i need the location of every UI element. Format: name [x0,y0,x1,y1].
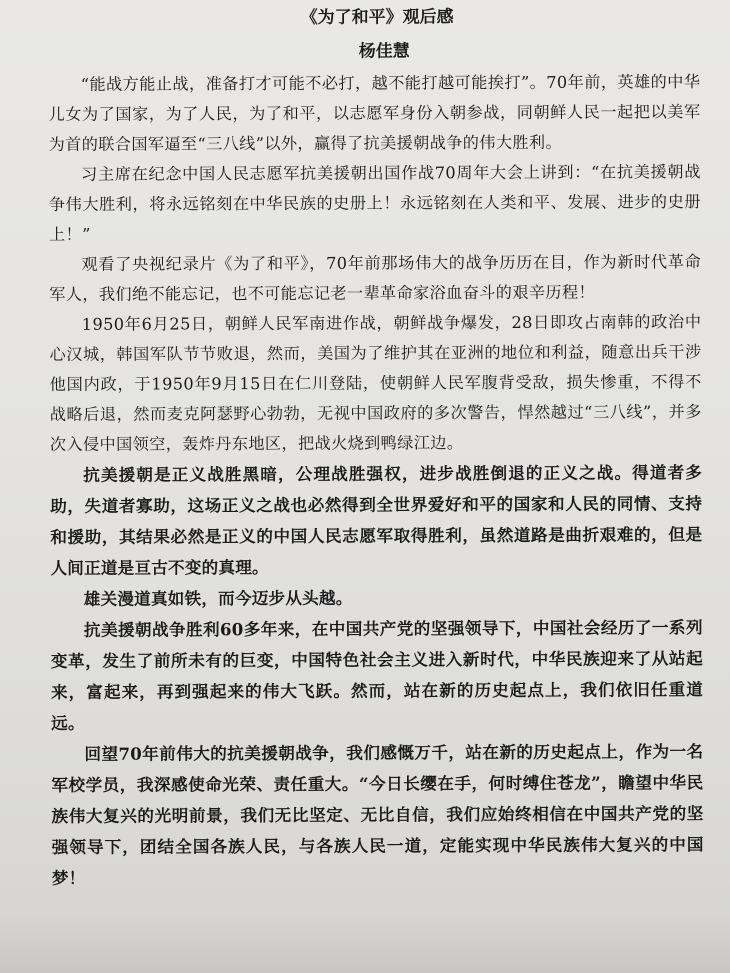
paragraph-5: 抗美援朝是正义战胜黑暗，公理战胜强权，进步战胜倒退的正义之战。得道者多助，失道者寡助，这场正义之战也必然得到全世界爱好和平的国家和人民的同情、支持和援助，其结果必然是正义的中国人民志愿军取得胜利，虽然道路是曲折艰难的，但是人间正道是亘古不变的真理。 [50,462,703,578]
paragraph-1: “能战方能止战，准备打才可能不必打，越不能打越可能挨打”。70年前，英雄的中华儿女为了国家，为了人民，为了和平，以志愿军身份入朝参战，同朝鲜人民一起把以美军为首的联合国军逼至“三八线”以外，赢得了抗美援朝战争的伟大胜利。 [48,72,701,154]
document-body [48,3,704,894]
paragraph-3: 观看了央视纪录片《为了和平》，70年前那场伟大的战争历历在目，作为新时代革命军人，我们绝不能忘记，也不可能忘记老一辈革命家浴血奋斗的艰辛历程！ [49,252,702,304]
paragraph-4: 1950年6月25日，朝鲜人民军南进作战，朝鲜战争爆发，28日即攻占南韩的政治中心汉城，韩国军队节节败退，然而，美国为了维护其在亚洲的地位和利益，随意出兵干涉他国内政，于1950年9月15日在仁川登陆，使朝鲜人民军腹背受敌，损失惨重，不得不战略后退，然而麦克阿瑟野心勃勃，无视中国政府的多次警告，悍然越过“三八线”，并多次入侵中国领空，轰炸丹东地区，把战火烧到鸭绿江边。 [49,312,702,454]
paragraph-2: 习主席在纪念中国人民志愿军抗美援朝出国作战70周年大会上讲到：“在抗美援朝战争伟大胜利，将永远铭刻在中华民族的史册上！永远铭刻在人类和平、发展、进步的史册上！” [48,162,701,244]
author-name: 杨佳慧 [358,41,410,62]
paragraph-8: 回望70年前伟大的抗美援朝战争，我们感慨万千，站在新的历史起点上，作为一名军校学员，我深感使命光荣、责任重大。“今日长缨在手，何时缚住苍龙”，瞻望中华民族伟大复兴的光明前景，我们无比坚定、无比自信，我们应始终相信在中国共产党的坚强领导下，团结全国各族人民，与各族人民一道，定能实现中华民族伟大复兴的中国梦！ [51,741,704,888]
paragraph-6: 雄关漫道真如铁，而今迈步从头越。 [83,587,353,609]
page-shadow [0,913,730,973]
paragraph-7: 抗美援朝战争胜利60多年来，在中国共产党的坚强领导下，中国社会经历了一系列变革，发生了前所未有的巨变，中国特色社会主义进入新时代，中华民族迎来了从站起来，富起来，再到强起来的伟大飞跃。然而，站在新的历史起点上，我们依旧任重道远。 [50,617,704,733]
document-title: 《为了和平》观后感 [300,7,454,28]
